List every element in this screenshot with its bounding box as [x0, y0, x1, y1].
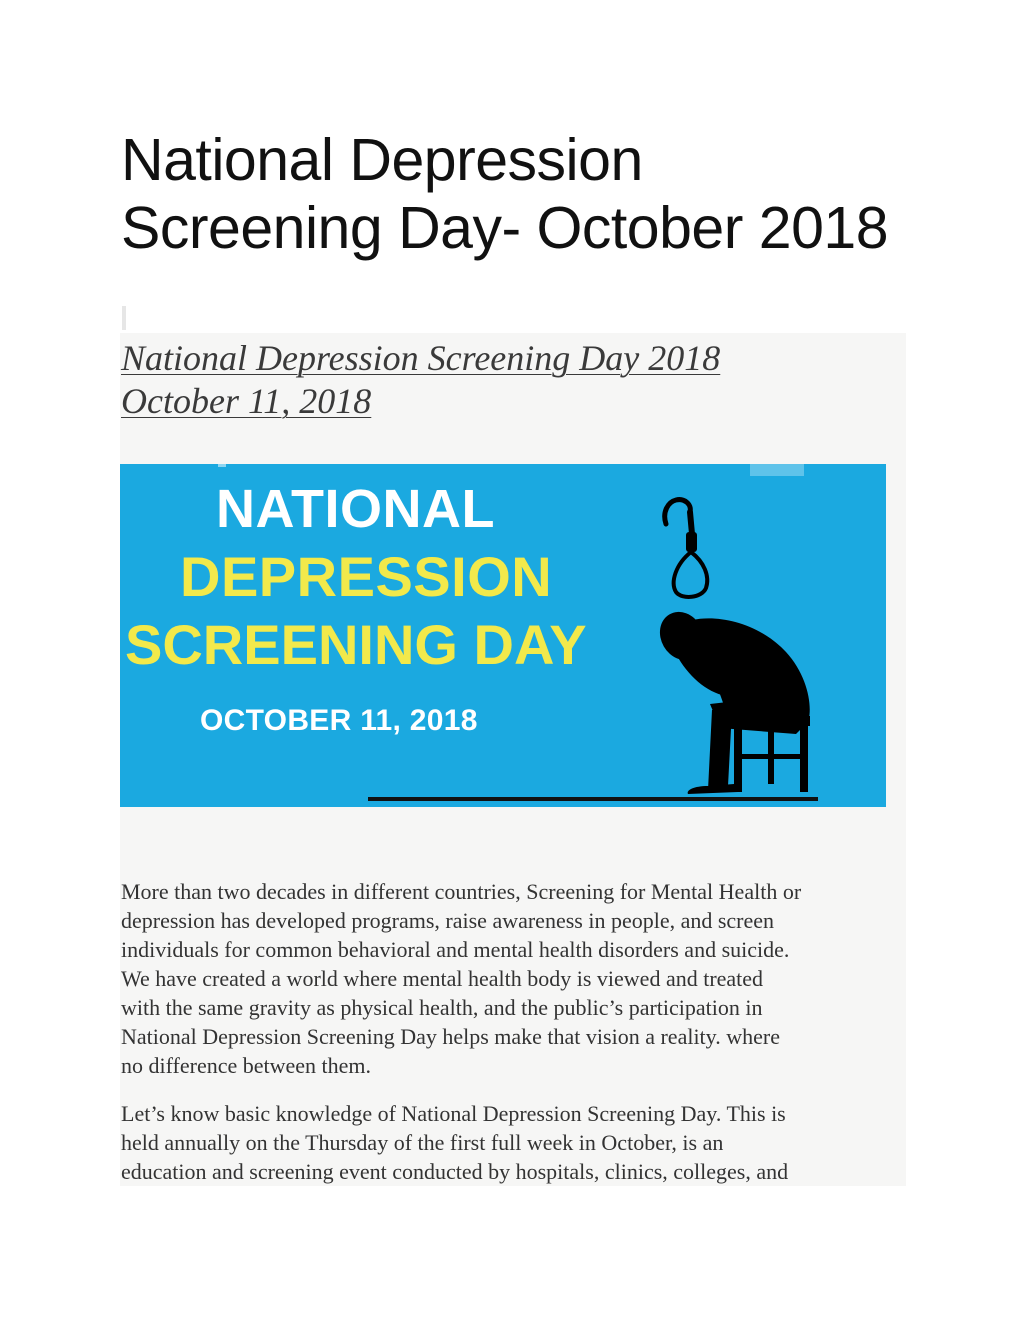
banner-corner-tab [750, 464, 804, 476]
body-paragraph-1 [121, 877, 901, 1080]
post-title-line-1: National Depression Screening Day 2018 [121, 338, 721, 378]
post-title-link[interactable] [121, 337, 881, 423]
p1-line: no difference between them. [121, 1053, 372, 1078]
page-title [121, 126, 921, 262]
p2-line: education and screening event conducted by hospitals, clinics, colleges, and [121, 1159, 789, 1184]
p1-line: with the same gravity as physical health, and the public’s participation in [121, 995, 763, 1020]
p1-line: depression has developed programs, raise awareness in people, and screen [121, 908, 775, 933]
text-cursor-mark [122, 306, 126, 330]
banner-top-tick [218, 464, 226, 467]
page-title-line-2: Screening Day- October 2018 [121, 195, 889, 261]
body-paragraph-2 [121, 1099, 901, 1186]
banner-title-depression: DEPRESSION [180, 545, 553, 608]
banner-title-screening-day: SCREENING DAY [125, 613, 587, 676]
p1-line: More than two decades in different countries, Screening for Mental Health or [121, 879, 802, 904]
post-title-line-2: October 11, 2018 [121, 381, 372, 421]
sitting-man-silhouette [651, 604, 810, 794]
banner-title-national: NATIONAL [216, 479, 495, 539]
p1-line: individuals for common behavioral and mental health disorders and suicide. [121, 937, 790, 962]
banner-image [120, 464, 886, 807]
banner-date: OCTOBER 11, 2018 [200, 704, 478, 737]
p2-line: Let’s know basic knowledge of National Depression Screening Day. This is [121, 1101, 786, 1126]
p1-line: We have created a world where mental health body is viewed and treated [121, 966, 764, 991]
p2-line: held annually on the Thursday of the first full week in October, is an [121, 1130, 724, 1155]
ground-line [368, 797, 818, 801]
p1-line: National Depression Screening Day helps make that vision a reality. where [121, 1024, 780, 1049]
page-title-line-1: National Depression [121, 127, 643, 193]
noose-icon [665, 500, 707, 597]
